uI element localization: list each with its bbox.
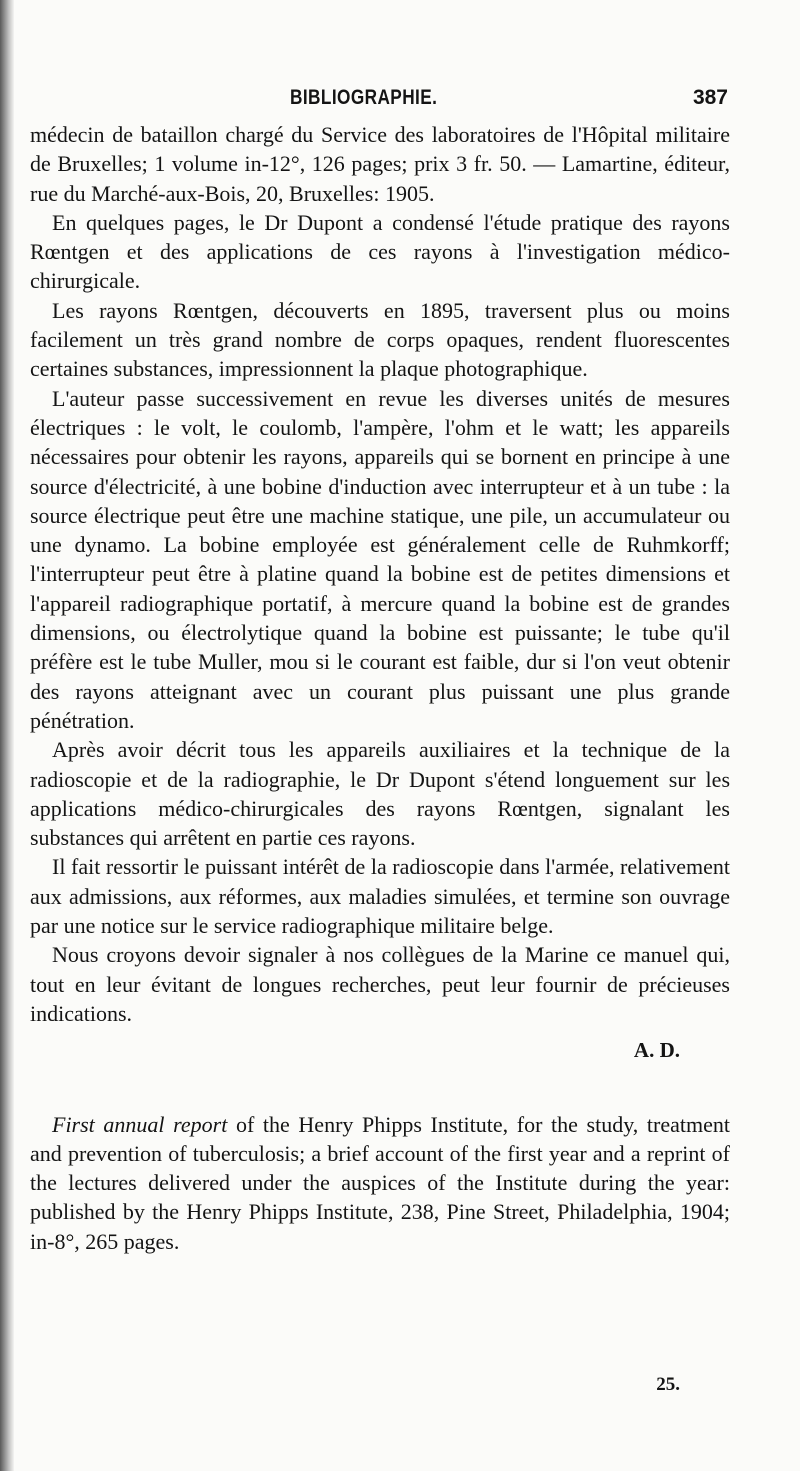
review-paragraph-apparatus: L'auteur passe successivement en revue les diverses unités de mesures électriques : le volt, le coulomb, l'ampère, l'ohm et le watt; les appareils nécessaires pour obtenir les rayons, appareils qui se bornent en principe à une source d'électricité, à une bobine d'induction avec interrupteur et à un tube : la source électrique peut être une machine statique, une pile, un accumulateur ou une dynamo. La bobine employée est généralement celle de Ruhmkorff; l'interrupteur peut être à platine quand la bobine est de petites dimensions et l'appareil radiographique portatif, à mercure quand la bobine est de grandes dimensions, ou électrolytique quand la bobine est puissante; le tube qu'il préfère est le tube Muller, mou si le courant est faible, dur si l'on veut obtenir des rayons atteignant avec un courant plus puissant une plus grande pénétration. [30, 385, 730, 733]
review-paragraph-rays: Les rayons Rœntgen, découverts en 1895, traversent plus ou moins facilement un très grand nombre de corps opaques, rendent fluorescentes certaines substances, impressionnent la plaque photographique. [30, 297, 730, 382]
printer-signature-mark: 25. [656, 1374, 680, 1395]
binding-edge-shadow [0, 0, 14, 1471]
review-paragraph-applications: Après avoir décrit tous les appareils auxiliaires et la technique de la radioscopie et de la radiographie, le Dr Dupont s'étend longuement sur les applications médico-chirurgicales des rayons Rœntgen, signalant les substances qui arrêtent en partie ces rayons. [30, 737, 730, 851]
review-paragraph-army: Il fait ressortir le puissant intérêt de la radioscopie dans l'armée, relativement aux admissions, aux réformes, aux maladies simulées, et termine son ouvrage par une notice sur le service radiographique militaire belge. [30, 854, 730, 939]
review-paragraph-publication: médecin de bataillon chargé du Service des laboratoires de l'Hôpital militaire de Bruxelles; 1 volume in-12°, 126 pages; prix 3 fr. 50. — Lamartine, éditeur, rue du Marché-aux-Bois, 20, Bruxelles: 1905. [30, 122, 730, 206]
review-paragraph-summary: En quelques pages, le Dr Dupont a condensé l'étude pratique des rayons Rœntgen et des applications de ces rayons à l'investigation médico-chirurgicale. [30, 209, 730, 294]
body-text [30, 120, 730, 1256]
review-paragraph-recommendation: Nous croyons devoir signaler à nos collègues de la Marine ce manuel qui, tout en leur évitant de longues recherches, peut leur fournir de précieuses indications. [30, 942, 730, 1026]
bibliography-entry-title: First annual report [52, 1111, 228, 1137]
bibliography-entry [30, 1110, 730, 1256]
review-signature: A. D. [633, 1038, 680, 1063]
running-title: BIBLIOGRAPHIE. [290, 86, 438, 109]
page-number: 387 [692, 86, 728, 109]
page-header [290, 86, 736, 116]
bibliography-entry-text: of the Henry Phipps Institute, for the study, treatment and prevention of tuberculosis; a brief account of the first year and a reprint of the lectures delivered under the auspices of the Institute during the year: published by the Henry Phipps Institute, 238, Pine Street, Philadelphia, 1904; in-8°, 265 pages. [30, 1111, 730, 1254]
